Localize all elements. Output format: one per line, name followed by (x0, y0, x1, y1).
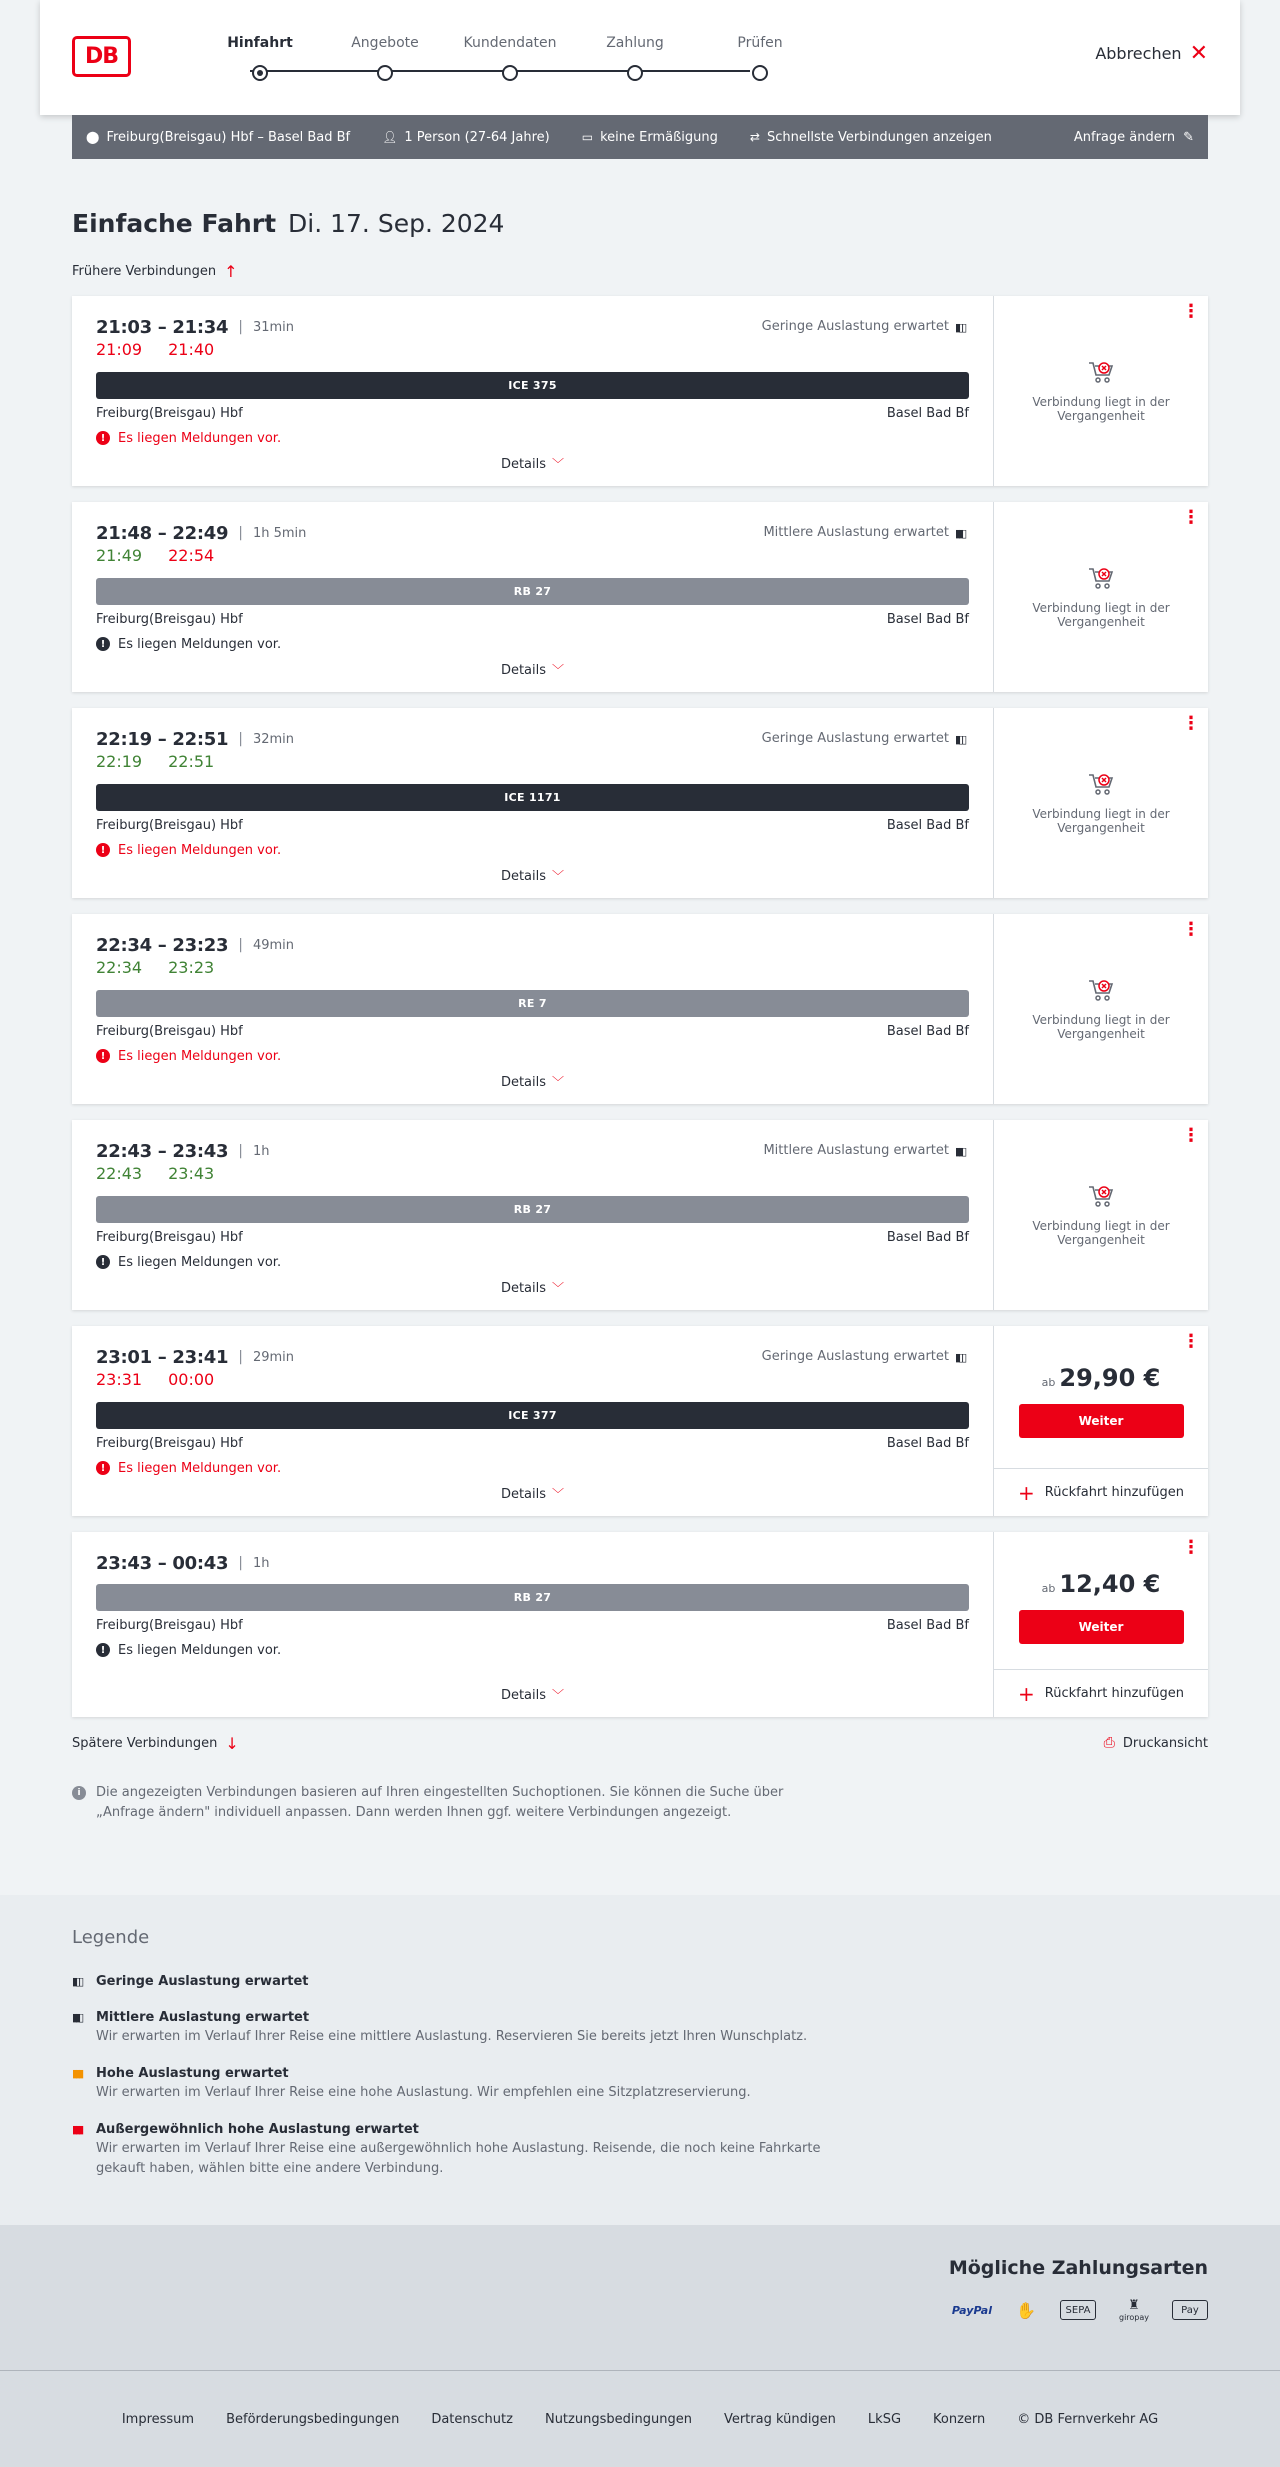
step-label: Kundendaten (463, 35, 557, 51)
legend-desc: Wir erwarten im Verlauf Ihrer Reise eine außergewöhnlich hohe Auslastung. Reisende, die noch keine Fahrkarte gekauft haben, wählen bitte eine andere Verbindung. (96, 2141, 821, 2176)
occupancy-icon: ▮▯▯ (955, 320, 965, 334)
stations (96, 816, 969, 836)
details-toggle[interactable] (72, 661, 993, 678)
duration: 1h (252, 1555, 270, 1571)
pencil-icon: ✎ (1183, 129, 1194, 145)
occupancy-extreme-icon: ▮▮▮ (72, 2122, 82, 2136)
realtime-times (96, 958, 969, 980)
location-pin-icon: ⬤ (86, 130, 100, 144)
return-label: Rückfahrt hinzufügen (1044, 1485, 1184, 1500)
more-options-icon[interactable]: ⋮ (1182, 1125, 1200, 1146)
step-kundendaten (460, 34, 560, 81)
planned-times (96, 1552, 969, 1574)
realtime-arrival: 22:54 (168, 546, 215, 565)
legend-head: Hohe Auslastung erwartet (96, 2065, 289, 2081)
alert-icon: ! (96, 431, 110, 445)
past-connection-notice (994, 914, 1208, 1104)
past-connection-notice (994, 502, 1208, 692)
separator: | (238, 525, 243, 541)
duration: 49min (252, 937, 295, 953)
occupancy-icon: ▮▯▯ (955, 732, 965, 746)
separator: | (238, 731, 243, 747)
occupancy-icon: ▮▯▯ (955, 1350, 965, 1364)
price (1042, 1364, 1161, 1392)
alert-icon: ! (96, 843, 110, 857)
departure-station: Freiburg(Breisgau) Hbf (96, 1024, 243, 1039)
chevron-down-icon: ﹀ (552, 663, 565, 677)
past-text: Verbindung liegt in der Vergangenheit (1032, 601, 1170, 629)
add-return-trip-button[interactable] (994, 1669, 1208, 1717)
realtime-times (96, 1370, 969, 1392)
step-label: Prüfen (737, 35, 783, 51)
separator: | (238, 1349, 243, 1365)
earlier-connections-link[interactable] (72, 261, 1208, 281)
legend-head: Mittlere Auslastung erwartet (96, 2009, 310, 2025)
details-label: Details (500, 1688, 547, 1703)
cart-unavailable-icon (1087, 1183, 1115, 1209)
connection-main (72, 1532, 994, 1717)
legend-item-extreme (72, 2119, 1208, 2179)
occupancy-indicator (762, 1349, 969, 1364)
details-label: Details (500, 1487, 547, 1502)
chevron-down-icon: ﹀ (552, 869, 565, 883)
departure-station: Freiburg(Breisgau) Hbf (96, 1618, 243, 1633)
occupancy-icon: ▮▮▯ (955, 1144, 965, 1158)
footer-link[interactable]: Impressum (121, 2411, 195, 2427)
notice-text: Es liegen Meldungen vor. (118, 430, 282, 446)
notice-message (96, 634, 969, 654)
connection-offer (994, 1120, 1208, 1310)
notice-message (96, 840, 969, 860)
step-dot (627, 65, 643, 81)
cart-unavailable-icon (1087, 771, 1115, 797)
cart-unavailable-icon (1087, 565, 1115, 591)
step-angebote (335, 34, 435, 81)
details-toggle[interactable] (72, 1686, 993, 1703)
planned-times (96, 934, 969, 956)
arrival-station: Basel Bad Bf (886, 1230, 969, 1245)
departure-station: Freiburg(Breisgau) Hbf (96, 612, 243, 627)
connection-main (72, 708, 994, 898)
arrival-station: Basel Bad Bf (886, 1436, 969, 1451)
occupancy-indicator (763, 525, 969, 540)
realtime-departure: 23:31 (96, 1370, 143, 1389)
realtime-arrival: 23:23 (168, 958, 215, 977)
cart-unavailable-icon (1087, 977, 1115, 1003)
more-options-icon[interactable]: ⋮ (1182, 507, 1200, 528)
realtime-departure: 22:19 (96, 752, 143, 771)
fastest-summary (750, 130, 992, 145)
train-bar[interactable]: RE 7 (96, 990, 969, 1017)
past-text: Verbindung liegt in der Vergangenheit (1032, 807, 1170, 835)
giropay-label: giropay (1118, 2313, 1150, 2322)
separator: | (238, 1143, 243, 1159)
legend-desc: Wir erwarten im Verlauf Ihrer Reise eine mittlere Auslastung. Reservieren Sie bereits jetzt Ihren Wunschplatz. (96, 2029, 808, 2044)
stations (96, 1228, 969, 1248)
past-connection-notice (994, 708, 1208, 898)
past-connection-notice (994, 1120, 1208, 1310)
realtime-arrival: 00:00 (168, 1370, 215, 1389)
connection-main (72, 1326, 994, 1516)
earlier-label: Frühere Verbindungen (72, 263, 217, 279)
more-options-icon[interactable]: ⋮ (1182, 1331, 1200, 1352)
notice-message (96, 428, 969, 448)
more-options-icon[interactable]: ⋮ (1182, 919, 1200, 940)
legend-desc: Wir erwarten im Verlauf Ihrer Reise eine hohe Auslastung. Wir empfehlen eine Sitzplatzreservierung. (96, 2085, 751, 2100)
train-bar[interactable]: ICE 1171 (96, 784, 969, 811)
legend-section (0, 1895, 1280, 2225)
arrival-station: Basel Bad Bf (886, 406, 969, 421)
card-hand-icon: ✋ (1016, 2300, 1036, 2320)
payment-icons (72, 2297, 1208, 2323)
train-bar[interactable]: RB 27 (96, 1584, 969, 1611)
legend-head: Geringe Auslastung erwartet (96, 1973, 309, 1989)
occupancy-indicator (762, 319, 969, 334)
step-label: Angebote (351, 35, 419, 51)
more-options-icon[interactable]: ⋮ (1182, 713, 1200, 734)
legend-item-low (72, 1971, 1208, 1991)
notice-text: Es liegen Meldungen vor. (118, 1254, 282, 1270)
notice-text: Es liegen Meldungen vor. (118, 1048, 282, 1064)
legend-item-medium (72, 2007, 1208, 2047)
occupancy-text: Geringe Auslastung erwartet (761, 319, 949, 334)
footer-link[interactable]: Konzern (933, 2411, 986, 2427)
details-label: Details (500, 869, 547, 884)
price (1042, 1570, 1161, 1598)
arrow-down-icon: ↓ (225, 1733, 239, 1753)
planned-time: 23:01 – 23:41 (96, 1346, 229, 1368)
stations (96, 404, 969, 424)
arrival-station: Basel Bad Bf (886, 612, 969, 627)
arrival-station: Basel Bad Bf (886, 1618, 969, 1633)
paypal-icon: PayPal (951, 2303, 992, 2317)
notice-message (96, 1046, 969, 1066)
price-box (994, 1326, 1208, 1468)
cancel-button[interactable] (1095, 40, 1208, 66)
connection-card[interactable] (72, 296, 1208, 486)
step-hinfahrt (210, 34, 310, 81)
connection-card[interactable] (72, 1120, 1208, 1310)
past-text: Verbindung liegt in der Vergangenheit (1032, 1013, 1170, 1041)
more-options-icon[interactable]: ⋮ (1182, 301, 1200, 322)
footer-link[interactable]: LkSG (867, 2411, 902, 2427)
occupancy-low-icon: ▮▯▯ (72, 1974, 82, 1988)
step-zahlung (585, 34, 685, 81)
departure-station: Freiburg(Breisgau) Hbf (96, 406, 243, 421)
chevron-down-icon: ﹀ (552, 457, 565, 471)
switch-arrows-icon: ⇄ (749, 130, 760, 144)
duration: 31min (252, 319, 295, 335)
realtime-arrival: 22:51 (168, 752, 215, 771)
chevron-down-icon: ﹀ (552, 1075, 565, 1089)
realtime-times (96, 340, 969, 362)
fastest-text: Schnellste Verbindungen anzeigen (766, 129, 992, 145)
trip-date: Di. 17. Sep. 2024 (288, 209, 505, 238)
details-toggle[interactable] (72, 1279, 993, 1296)
info-text: Die angezeigten Verbindungen basieren auf Ihren eingestellten Suchoptionen. Sie können die Suche über „Anfrage ändern" individuell anpassen. Dann werden Ihnen ggf. weitere Verbindungen angezeigt. (96, 1785, 784, 1820)
plus-icon: + (1018, 1480, 1035, 1505)
notice-text: Es liegen Meldungen vor. (118, 1460, 282, 1476)
progress-stepper (210, 34, 783, 84)
bahncard-icon: ▭ (581, 130, 594, 144)
add-return-trip-button[interactable] (994, 1468, 1208, 1516)
connection-card[interactable] (72, 1532, 1208, 1717)
connection-offer (994, 708, 1208, 898)
connection-card[interactable] (72, 708, 1208, 898)
passenger-summary (382, 130, 550, 145)
route-text: Freiburg(Breisgau) Hbf – Basel Bad Bf (106, 129, 351, 145)
occupancy-medium-icon: ▮▮▯ (72, 2010, 82, 2024)
trip-type: Einfache Fahrt (72, 209, 277, 238)
stations (96, 1616, 969, 1636)
realtime-arrival: 23:43 (168, 1164, 215, 1183)
close-icon: ✕ (1189, 40, 1208, 66)
header (0, 0, 1280, 115)
connection-list (72, 296, 1208, 1717)
alert-icon: ! (96, 1049, 110, 1063)
past-text: Verbindung liegt in der Vergangenheit (1032, 1219, 1170, 1247)
realtime-times (96, 752, 969, 774)
separator: | (238, 319, 243, 335)
footer-link: © DB Fernverkehr AG (1017, 2411, 1159, 2427)
route-summary (86, 130, 350, 145)
connection-main (72, 1120, 994, 1310)
occupancy-text: Geringe Auslastung erwartet (761, 1349, 949, 1364)
realtime-times (96, 546, 969, 568)
price-amount: 29,90 € (1059, 1364, 1161, 1392)
payment-title: Mögliche Zahlungsarten (948, 2257, 1208, 2279)
continue-button[interactable]: Weiter (1019, 1404, 1184, 1438)
connection-offer (994, 1532, 1208, 1717)
change-request-label: Anfrage ändern (1073, 129, 1176, 145)
departure-station: Freiburg(Breisgau) Hbf (96, 1230, 243, 1245)
past-text: Verbindung liegt in der Vergangenheit (1032, 395, 1170, 423)
sepa-icon: SEPA (1060, 2300, 1096, 2320)
return-label: Rückfahrt hinzufügen (1044, 1686, 1184, 1701)
train-bar[interactable]: ICE 375 (96, 372, 969, 399)
connection-card[interactable] (72, 914, 1208, 1104)
connection-offer (994, 296, 1208, 486)
list-footer-row (72, 1733, 1208, 1753)
cancel-label: Abbrechen (1095, 44, 1182, 63)
separator: | (238, 1555, 243, 1571)
stations (96, 610, 969, 630)
details-label: Details (500, 1075, 547, 1090)
continue-button[interactable]: Weiter (1019, 1610, 1184, 1644)
details-toggle[interactable] (72, 455, 993, 472)
notice-message (96, 1640, 969, 1660)
realtime-times (96, 1164, 969, 1186)
footer (0, 2370, 1280, 2467)
arrival-station: Basel Bad Bf (886, 818, 969, 833)
duration: 32min (252, 731, 295, 747)
separator: | (238, 937, 243, 953)
step-dot (377, 65, 393, 81)
planned-time: 22:34 – 23:23 (96, 934, 229, 956)
realtime-departure: 21:49 (96, 546, 143, 565)
planned-time: 21:48 – 22:49 (96, 522, 229, 544)
duration: 1h (252, 1143, 270, 1159)
legend-title: Legende (72, 1927, 150, 1948)
step-dot (752, 65, 768, 81)
legend-item-high (72, 2063, 1208, 2103)
details-toggle[interactable] (72, 1485, 993, 1502)
giropay-mark-icon: ♜ (1128, 2298, 1140, 2313)
price-prefix: ab (1041, 1376, 1056, 1389)
departure-station: Freiburg(Breisgau) Hbf (96, 1436, 243, 1451)
footer-link[interactable]: Vertrag kündigen (723, 2411, 836, 2427)
later-connections-link[interactable] (72, 1734, 239, 1753)
planned-time: 23:43 – 00:43 (96, 1552, 229, 1574)
discount-text: keine Ermäßigung (600, 129, 718, 145)
connection-offer (994, 502, 1208, 692)
train-bar[interactable]: RB 27 (96, 1196, 969, 1223)
notice-message (96, 1458, 969, 1478)
realtime-departure: 22:43 (96, 1164, 143, 1183)
occupancy-text: Mittlere Auslastung erwartet (763, 525, 949, 540)
change-request-button[interactable] (1074, 130, 1194, 145)
chevron-down-icon: ﹀ (552, 1487, 565, 1501)
realtime-departure: 22:34 (96, 958, 143, 977)
passenger-text: 1 Person (27-64 Jahre) (404, 129, 550, 145)
alert-icon: ! (96, 1643, 110, 1657)
giropay-icon (1116, 2297, 1152, 2323)
details-label: Details (500, 457, 547, 472)
arrival-station: Basel Bad Bf (886, 1024, 969, 1039)
cart-unavailable-icon (1087, 359, 1115, 385)
footer-link[interactable]: Datenschutz (431, 2411, 513, 2427)
departure-station: Freiburg(Breisgau) Hbf (96, 818, 243, 833)
print-view-link[interactable] (1104, 1735, 1208, 1751)
alert-icon: ! (96, 637, 110, 651)
search-summary-bar (72, 115, 1208, 159)
step-pruefen (710, 34, 810, 81)
connection-card[interactable] (72, 1326, 1208, 1516)
planned-time: 22:19 – 22:51 (96, 728, 229, 750)
printer-icon: ⎙ (1103, 1735, 1115, 1751)
connection-main (72, 502, 994, 692)
train-bar[interactable]: RB 27 (96, 578, 969, 605)
later-label: Spätere Verbindungen (72, 1735, 218, 1751)
print-label: Druckansicht (1122, 1735, 1208, 1751)
step-label: Hinfahrt (227, 35, 293, 51)
stations (96, 1434, 969, 1454)
past-connection-notice (994, 296, 1208, 486)
alert-icon: ! (96, 1461, 110, 1475)
header-card (40, 0, 1240, 115)
arrow-up-icon: ↑ (224, 261, 238, 281)
duration: 1h 5min (252, 525, 307, 541)
step-dot (502, 65, 518, 81)
occupancy-text: Geringe Auslastung erwartet (761, 731, 949, 746)
duration: 29min (252, 1349, 295, 1365)
plus-icon: + (1018, 1681, 1035, 1706)
notice-message (96, 1252, 969, 1272)
notice-text: Es liegen Meldungen vor. (118, 842, 282, 858)
notice-text: Es liegen Meldungen vor. (118, 636, 282, 652)
page-title (72, 209, 1208, 239)
person-icon: 👤︎ (382, 130, 398, 144)
footer-link[interactable]: Beförderungsbedingungen (226, 2411, 400, 2427)
alert-icon: ! (96, 1255, 110, 1269)
occupancy-indicator (763, 1143, 969, 1158)
stations (96, 1022, 969, 1042)
db-logo[interactable]: DB (72, 36, 131, 77)
occupancy-text: Mittlere Auslastung erwartet (763, 1143, 949, 1158)
apple-pay-icon (1172, 2300, 1208, 2320)
notice-text: Es liegen Meldungen vor. (118, 1642, 282, 1658)
price-amount: 12,40 € (1059, 1570, 1161, 1598)
train-bar[interactable]: ICE 377 (96, 1402, 969, 1429)
connection-offer (994, 914, 1208, 1104)
step-label: Zahlung (606, 35, 664, 51)
realtime-arrival: 21:40 (168, 340, 215, 359)
apple-pay-label: Pay (1181, 2304, 1199, 2316)
planned-time: 21:03 – 21:34 (96, 316, 229, 338)
details-label: Details (500, 663, 547, 678)
details-toggle[interactable] (72, 867, 993, 884)
info-note (72, 1783, 832, 1825)
legend-head: Außergewöhnlich hohe Auslastung erwartet (96, 2121, 419, 2137)
info-icon: i (72, 1786, 86, 1800)
step-dot (252, 65, 268, 81)
occupancy-high-icon: ▮▮▮ (72, 2066, 82, 2080)
details-toggle[interactable] (72, 1073, 993, 1090)
connection-main (72, 914, 994, 1104)
price-box (994, 1532, 1208, 1669)
more-options-icon[interactable]: ⋮ (1182, 1537, 1200, 1558)
occupancy-indicator (762, 731, 969, 746)
chevron-down-icon: ﹀ (552, 1281, 565, 1295)
footer-link[interactable]: Nutzungsbedingungen (544, 2411, 692, 2427)
details-label: Details (500, 1281, 547, 1296)
connection-main (72, 296, 994, 486)
realtime-departure: 21:09 (96, 340, 143, 359)
connection-card[interactable] (72, 502, 1208, 692)
chevron-down-icon: ﹀ (552, 1688, 565, 1702)
price-prefix: ab (1041, 1582, 1056, 1595)
occupancy-icon: ▮▮▯ (955, 526, 965, 540)
discount-summary (582, 130, 718, 145)
planned-time: 22:43 – 23:43 (96, 1140, 229, 1162)
connection-offer (994, 1326, 1208, 1516)
payment-section (0, 2225, 1280, 2370)
